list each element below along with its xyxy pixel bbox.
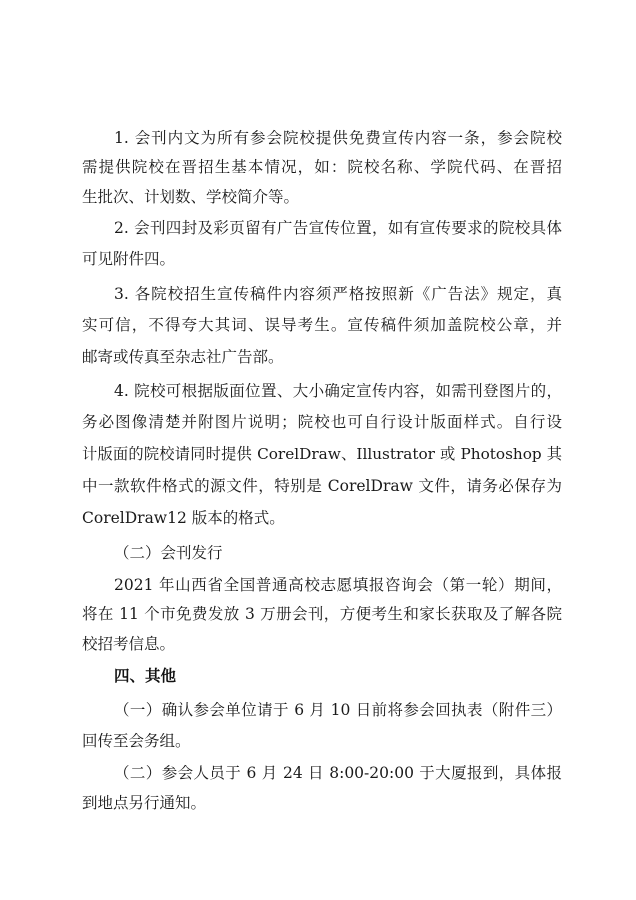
paragraph-2-line-2: 可见附件四。 bbox=[82, 250, 176, 268]
paragraph-4-line-1: 4. 院校可根据版面位置、大小确定宣传内容，如需刊登图片的， bbox=[114, 382, 562, 400]
paragraph-6-line-1: 2021 年山西省全国普通高校志愿填报咨询会（第一轮）期间， bbox=[114, 576, 562, 594]
paragraph-8-line-1: （二）参会人员于 6 月 24 日 8:00-20:00 于大厦报到，具体报 bbox=[114, 764, 562, 782]
paragraph-4-line-5: CorelDraw12 版本的格式。 bbox=[82, 509, 285, 527]
paragraph-3-line-2: 实可信，不得夸大其词、误导考生。宣传稿件须加盖院校公章，并 bbox=[82, 316, 562, 334]
paragraph-3-line-1: 3. 各院校招生宣传稿件内容须严格按照新《广告法》规定，真 bbox=[114, 285, 562, 303]
paragraph-7-line-1: （一）确认参会单位请于 6 月 10 日前将参会回执表（附件三） bbox=[114, 701, 562, 719]
paragraph-6-line-2: 将在 11 个市免费发放 3 万册会刊，方便考生和家长获取及了解各院 bbox=[82, 605, 562, 623]
paragraph-8-line-2: 到地点另行通知。 bbox=[82, 794, 207, 812]
paragraph-2-line-1: 2. 会刊四封及彩页留有广告宣传位置，如有宣传要求的院校具体 bbox=[114, 219, 562, 237]
paragraph-1-line-1: 1. 会刊内文为所有参会院校提供免费宣传内容一条，参会院校 bbox=[114, 129, 562, 147]
paragraph-1-line-3: 生批次、计划数、学校简介等。 bbox=[82, 188, 300, 206]
paragraph-7-line-2: 回传至会务组。 bbox=[82, 732, 191, 750]
paragraph-3-line-3: 邮寄或传真至杂志社广告部。 bbox=[82, 348, 284, 366]
subsection-heading-distribution: （二）会刊发行 bbox=[114, 544, 223, 562]
paragraph-4-line-4: 中一款软件格式的源文件，特别是 CorelDraw 文件，请务必保存为 bbox=[82, 477, 562, 495]
paragraph-4-line-3: 计版面的院校请同时提供 CorelDraw、Illustrator 或 Photoshop 其 bbox=[82, 445, 562, 463]
paragraph-6-line-3: 校招考信息。 bbox=[82, 635, 176, 653]
paragraph-1-line-2: 需提供院校在晋招生基本情况，如：院校名称、学院代码、在晋招 bbox=[82, 158, 562, 176]
paragraph-4-line-2: 务必图像清楚并附图片说明；院校也可自行设计版面样式。自行设 bbox=[82, 413, 562, 431]
section-heading-other: 四、其他 bbox=[114, 667, 177, 685]
